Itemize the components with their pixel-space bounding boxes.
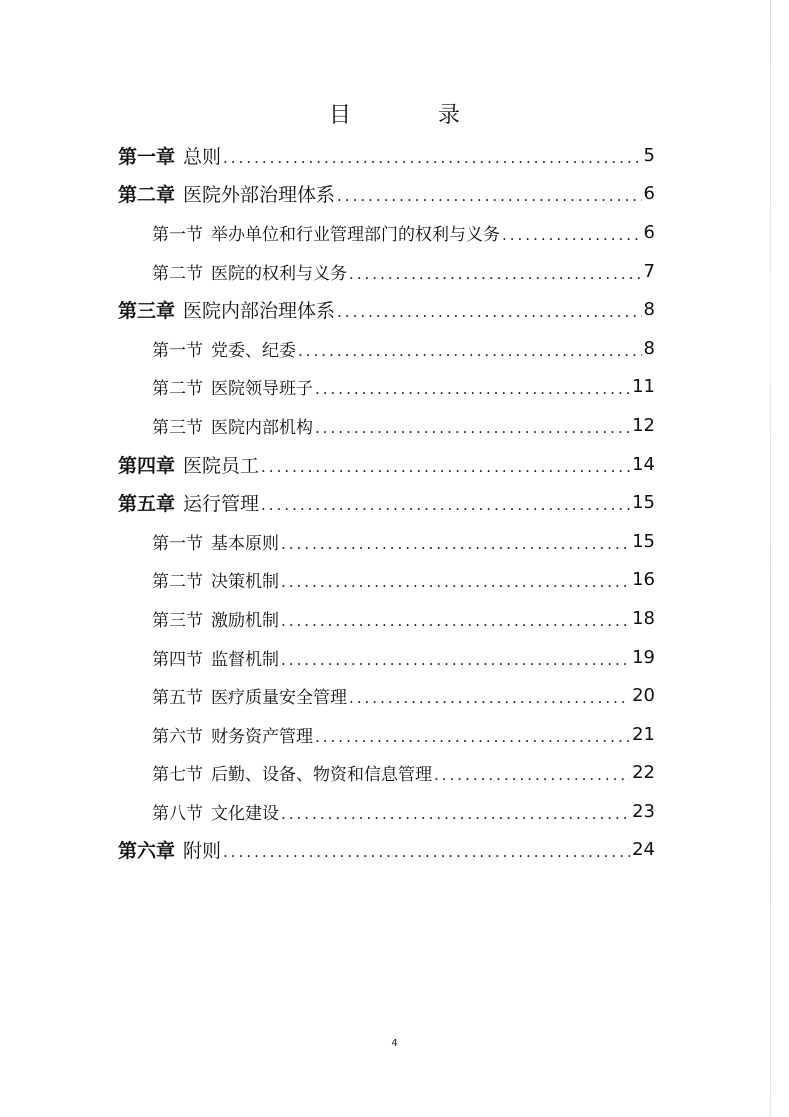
dot-leader [261, 460, 630, 475]
toc-section-entry [0, 522, 789, 561]
toc-entry-label: 第二章 [118, 184, 176, 207]
toc-entry-label: 第三节 [152, 610, 203, 631]
toc-entry-page-number: 5 [643, 144, 655, 166]
dot-leader [298, 344, 642, 359]
toc-entry-page-number: 21 [632, 723, 655, 745]
toc-title: 目 录 [329, 103, 500, 128]
toc-entry-title: 决策机制 [211, 572, 279, 593]
dot-leader [315, 421, 630, 436]
dot-leader [337, 305, 642, 320]
toc-entry-page-number: 7 [643, 260, 655, 282]
dot-leader [281, 537, 630, 552]
scan-edge-line [770, 0, 771, 1117]
toc-entry-title: 监督机制 [211, 649, 279, 670]
dot-leader [502, 228, 642, 243]
dot-leader [315, 382, 630, 397]
toc-entry-title: 医院外部治理体系 [183, 184, 336, 207]
toc-entry-title: 医院内部机构 [211, 417, 313, 438]
toc-entry-page-number: 14 [632, 453, 655, 475]
toc-entry-label: 第六节 [152, 726, 203, 747]
toc-entry-label: 第四章 [118, 454, 176, 477]
toc-entry-page-number: 22 [632, 762, 655, 784]
toc-chapter-entry [0, 445, 789, 484]
toc-entry-page-number: 24 [632, 839, 655, 861]
toc-entry-page-number: 6 [643, 183, 655, 205]
toc-entry-page-number: 12 [632, 414, 655, 436]
toc-chapter-entry [0, 483, 789, 522]
toc-entry-label: 第一章 [118, 145, 176, 168]
toc-entry-label: 第一节 [152, 224, 203, 245]
toc-entry-title: 党委、纪委 [211, 340, 296, 361]
toc-entry-label: 第二节 [152, 263, 203, 284]
toc-entry-label: 第三章 [118, 300, 176, 323]
toc-section-entry [0, 715, 789, 754]
dot-leader [434, 768, 630, 783]
toc-entry-title: 附则 [183, 840, 222, 863]
toc-entry-label: 第二节 [152, 572, 203, 593]
toc-entry-label: 第一节 [152, 340, 203, 361]
dot-leader [281, 653, 630, 668]
toc-section-entry [0, 792, 789, 831]
toc-entry-page-number: 6 [643, 221, 655, 243]
toc-section-entry [0, 599, 789, 638]
toc-entry-label: 第六章 [118, 840, 176, 863]
toc-section-entry [0, 329, 789, 368]
dot-leader [281, 575, 630, 590]
footer-page-number: 4 [391, 1038, 398, 1049]
dot-leader [281, 614, 630, 629]
toc-section-entry [0, 676, 789, 715]
dot-leader [337, 189, 642, 204]
toc-entry-page-number: 8 [643, 299, 655, 321]
toc-entry-label: 第三节 [152, 417, 203, 438]
toc-entry-title: 财务资产管理 [211, 726, 313, 747]
dot-leader [223, 151, 642, 166]
toc-entry-page-number: 20 [632, 685, 655, 707]
dot-leader [349, 691, 630, 706]
toc-entry-label: 第五节 [152, 688, 203, 709]
toc-entry-page-number: 16 [632, 569, 655, 591]
toc-entry-title: 基本原则 [211, 533, 279, 554]
dot-leader [281, 807, 630, 822]
toc-entry-page-number: 11 [632, 376, 655, 398]
toc-entry-title: 举办单位和行业管理部门的权利与义务 [211, 224, 500, 245]
toc-entry-label: 第五章 [118, 493, 176, 516]
toc-chapter-entry [0, 136, 789, 175]
toc-entry-title: 医院的权利与义务 [211, 263, 347, 284]
toc-chapter-entry [0, 831, 789, 870]
toc-entry-title: 医院员工 [183, 454, 260, 477]
toc-entry-page-number: 18 [632, 607, 655, 629]
toc-entry-title: 激励机制 [211, 610, 279, 631]
dot-leader [315, 730, 630, 745]
toc-entry-label: 第二节 [152, 379, 203, 400]
toc-entry-label: 第一节 [152, 533, 203, 554]
toc-section-entry [0, 213, 789, 252]
toc-entry-title: 医院内部治理体系 [183, 300, 336, 323]
toc-section-entry [0, 252, 789, 291]
dot-leader [223, 845, 630, 860]
toc-entry-page-number: 8 [643, 337, 655, 359]
toc-section-entry [0, 638, 789, 677]
toc-entry-title: 总则 [183, 145, 222, 168]
toc-chapter-entry [0, 175, 789, 214]
toc-entry-title: 文化建设 [211, 803, 279, 824]
toc-entry-label: 第八节 [152, 803, 203, 824]
dot-leader [261, 498, 630, 513]
toc-entry-page-number: 19 [632, 646, 655, 668]
toc-entry-page-number: 23 [632, 800, 655, 822]
toc-section-entry [0, 561, 789, 600]
toc-chapter-entry [0, 290, 789, 329]
toc-entry-title: 运行管理 [183, 493, 260, 516]
toc-section-entry [0, 406, 789, 445]
toc-section-entry [0, 368, 789, 407]
table-of-contents [0, 136, 789, 869]
toc-section-entry [0, 754, 789, 793]
toc-entry-label: 第四节 [152, 649, 203, 670]
toc-entry-title: 医院领导班子 [211, 379, 313, 400]
toc-entry-title: 医疗质量安全管理 [211, 688, 347, 709]
toc-entry-page-number: 15 [632, 530, 655, 552]
dot-leader [349, 267, 642, 282]
toc-entry-title: 后勤、设备、物资和信息管理 [211, 765, 432, 786]
toc-entry-label: 第七节 [152, 765, 203, 786]
toc-entry-page-number: 15 [632, 492, 655, 514]
